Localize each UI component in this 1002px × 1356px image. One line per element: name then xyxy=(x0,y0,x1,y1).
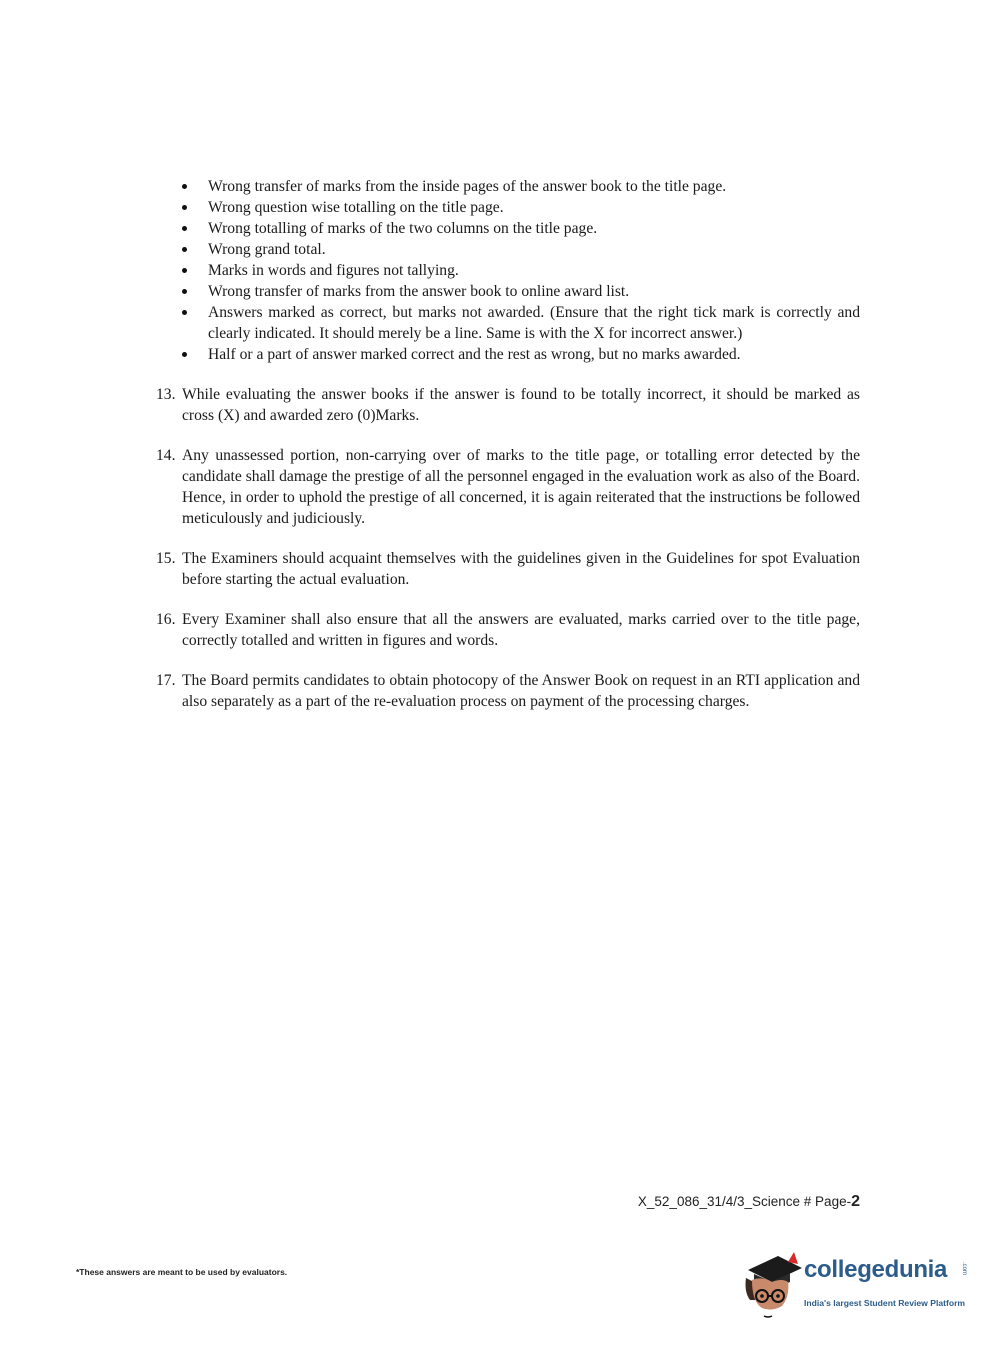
bullet-item: Wrong transfer of marks from the answer book to online award list. xyxy=(156,281,860,302)
logo-tagline: India's largest Student Review Platform xyxy=(804,1298,966,1308)
item-number: 13. xyxy=(156,386,176,403)
instruction-15 xyxy=(156,548,860,590)
mascot-icon xyxy=(742,1248,804,1322)
evaluator-note: *These answers are meant to be used by evaluators. xyxy=(76,1267,288,1277)
bullet-dot xyxy=(182,268,187,273)
bullet-dot xyxy=(182,205,187,210)
item-text: While evaluating the answer books if the answer is found to be totally incorrect, it should be marked as cross (X) and awarded zero (0)Marks. xyxy=(182,386,860,424)
item-text: Every Examiner shall also ensure that all the answers are evaluated, marks carried over to the title page, correctly totalled and written in figures and words. xyxy=(182,611,860,649)
page-number: 2 xyxy=(851,1193,860,1210)
instruction-13 xyxy=(156,384,860,426)
item-number: 17. xyxy=(156,672,176,689)
bullet-dot xyxy=(182,289,187,294)
item-number: 15. xyxy=(156,550,176,567)
instruction-17 xyxy=(156,670,860,712)
bullet-item: Wrong totalling of marks of the two columns on the title page. xyxy=(156,218,860,239)
bullet-dot xyxy=(182,247,187,252)
bullet-item: Wrong transfer of marks from the inside pages of the answer book to the title page. xyxy=(156,176,860,197)
bullet-item: Half or a part of answer marked correct and the rest as wrong, but no marks awarded. xyxy=(156,344,860,365)
collegedunia-logo xyxy=(742,1248,972,1322)
bullet-dot xyxy=(182,310,187,315)
bullet-dot xyxy=(182,226,187,231)
page-footer-code: X_52_086_31/4/3_Science # Page-2 xyxy=(637,1193,860,1210)
bullet-item: Wrong question wise totalling on the title page. xyxy=(156,197,860,218)
item-number: 16. xyxy=(156,611,176,628)
bullet-item: Wrong grand total. xyxy=(156,239,860,260)
instruction-14 xyxy=(156,445,860,529)
bullet-item: Answers marked as correct, but marks not awarded. (Ensure that the right tick mark is correctly and clearly indicated. It should merely be a line. Same is with the X for incorrect answer.) xyxy=(156,302,860,344)
item-text: Any unassessed portion, non-carrying over of marks to the title page, or totalling error detected by the candidate shall damage the prestige of all the personnel engaged in the evaluation work as also of the Board. Hence, in order to uphold the prestige of all concerned, it is again reiterated that the instructions be followed meticulously and judiciously. xyxy=(182,447,860,527)
item-text: The Examiners should acquaint themselves with the guidelines given in the Guidelines for spot Evaluation before starting the actual evaluation. xyxy=(182,550,860,588)
document-body xyxy=(156,176,860,731)
logo-domain: .com xyxy=(961,1262,967,1276)
item-number: 14. xyxy=(156,447,176,464)
bullet-dot xyxy=(182,184,187,189)
bullet-dot xyxy=(182,352,187,357)
instruction-16 xyxy=(156,609,860,651)
error-bullet-list xyxy=(156,176,860,365)
item-text: The Board permits candidates to obtain photocopy of the Answer Book on request in an RTI application and also separately as a part of the re-evaluation process on payment of the processing charges. xyxy=(182,672,860,710)
bullet-item: Marks in words and figures not tallying. xyxy=(156,260,860,281)
logo-wordmark: collegedunia xyxy=(804,1256,948,1283)
